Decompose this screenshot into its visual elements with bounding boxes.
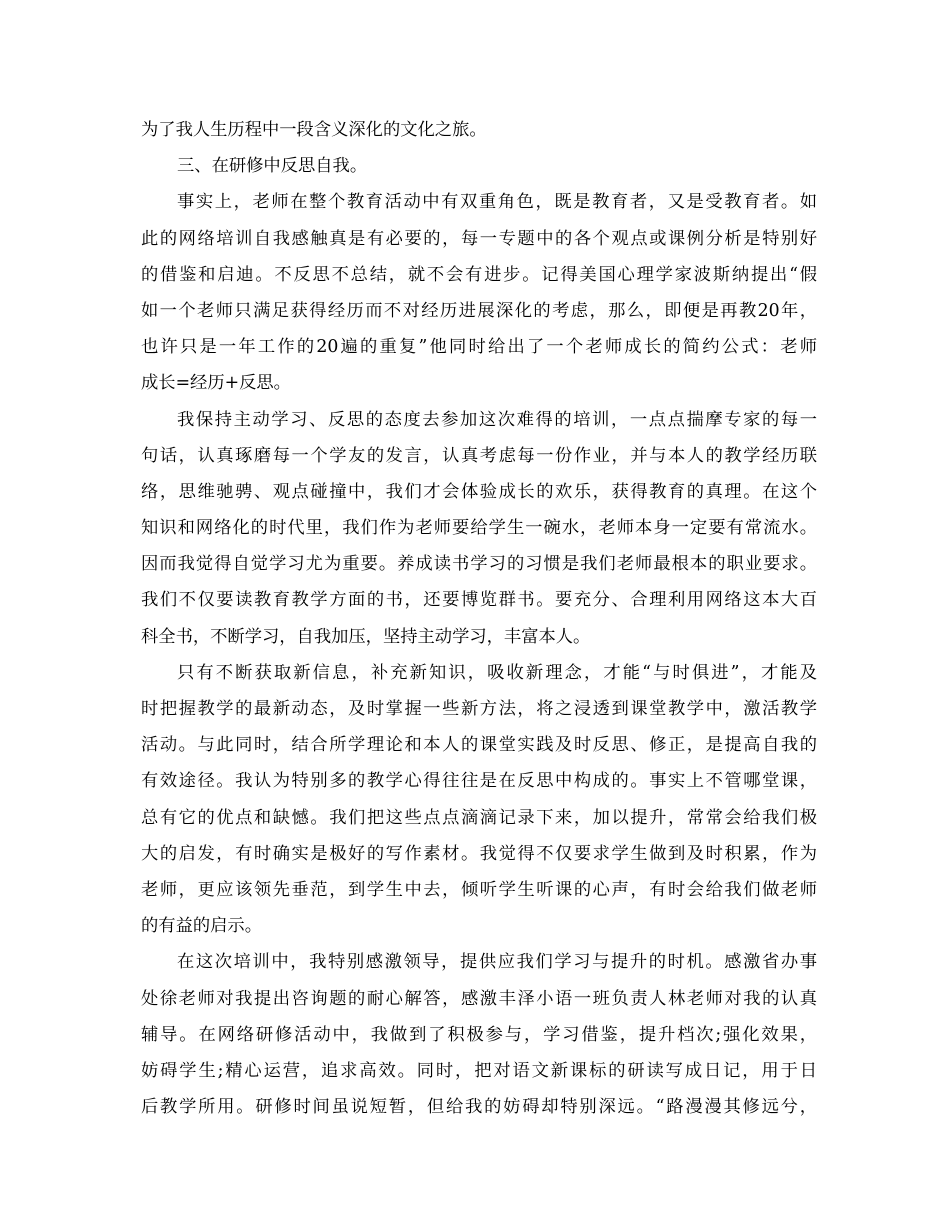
paragraph-line: 为了我人生历程中一段含义深化的文化之旅。: [141, 120, 487, 140]
paragraph-line: 妨碍学生;精心运营，追求高效。同时，把对语文新课标的研读写成日记，用于日: [141, 1060, 817, 1081]
paragraph-line: 因而我觉得自觉学习尤为重要。养成读书学习的习惯是我们老师最根本的职业要求。: [141, 554, 817, 575]
paragraph-line: 句话，认真琢磨每一个学友的发言，认真考虑每一份作业，并与本人的教学经历联: [141, 445, 817, 466]
paragraph-first-line: 事实上，老师在整个教育活动中有双重角色，既是教育者，又是受教育者。如: [177, 192, 817, 213]
paragraph-line: 时把握教学的最新动态，及时掌握一些新方法，将之浸透到课堂教学中，激活教学: [141, 699, 817, 719]
paragraph-line: 成长=经历+反思。: [141, 373, 291, 394]
paragraph-line: 也许只是一年工作的20遍的重复”他同时给出了一个老师成长的简约公式：老师: [141, 337, 817, 358]
paragraph-line: 总有它的优点和缺憾。我们把这些点点滴滴记录下来，加以提升，常常会给我们极: [141, 807, 817, 828]
paragraph-first-line: 我保持主动学习、反思的态度去参加这次难得的培训，一点点揣摩专家的每一: [177, 409, 817, 430]
paragraph-line: 后教学所用。研修时间虽说短暂，但给我的妨碍却特别深远。“路漫漫其修远兮，: [141, 1097, 817, 1118]
paragraph-first-line: 在这次培训中，我特别感激领导，提供应我们学习与提升的时机。感激省办事: [177, 952, 817, 973]
paragraph-first-line: 只有不断获取新信息，补充新知识，吸收新理念，才能“与时俱进”，才能及: [177, 662, 817, 683]
paragraph-line: 的有益的启示。: [141, 916, 262, 937]
paragraph-line: 科全书，不断学习，自我加压，坚持主动学习，丰富本人。: [141, 626, 591, 647]
paragraph-line: 有效途径。我认为特别多的教学心得往往是在反思中构成的。事实上不管哪堂课，: [141, 771, 817, 792]
paragraph-first-line: 三、在研修中反思自我。: [177, 156, 368, 177]
paragraph-line: 辅导。在网络研修活动中，我做到了积极参与，学习借鉴，提升档次;强化效果，: [141, 1024, 817, 1045]
paragraph-line: 大的启发，有时确实是极好的写作素材。我觉得不仅要求学生做到及时积累，作为: [141, 843, 817, 864]
paragraph-line: 络，思维驰骋、观点碰撞中，我们才会体验成长的欢乐，获得教育的真理。在这个: [141, 481, 817, 502]
paragraph-line: 知识和网络化的时代里，我们作为老师要给学生一碗水，老师本身一定要有常流水。: [141, 518, 817, 539]
paragraph-line: 此的网络培训自我感触真是有必要的，每一专题中的各个观点或课例分析是特别好: [141, 228, 817, 249]
paragraph-line: 老师，更应该领先垂范，到学生中去，倾听学生听课的心声，有时会给我们做老师: [141, 879, 817, 900]
paragraph-line: 活动。与此同时，结合所学理论和本人的课堂实践及时反思、修正，是提高自我的: [141, 735, 817, 756]
paragraph-line: 我们不仅要读教育教学方面的书，还要博览群书。要充分、合理利用网络这本大百: [141, 590, 817, 611]
paragraph-line: 处徐老师对我提出咨询题的耐心解答，感激丰泽小语一班负责人林老师对我的认真: [141, 988, 817, 1009]
paragraph-line: 的借鉴和启迪。不反思不总结，就不会有进步。记得美国心理学家波斯纳提出“假: [141, 264, 817, 285]
document-body: [141, 112, 817, 1125]
paragraph-line: 如一个老师只满足获得经历而不对经历进展深化的考虑，那么，即便是再教20年，: [141, 300, 817, 321]
